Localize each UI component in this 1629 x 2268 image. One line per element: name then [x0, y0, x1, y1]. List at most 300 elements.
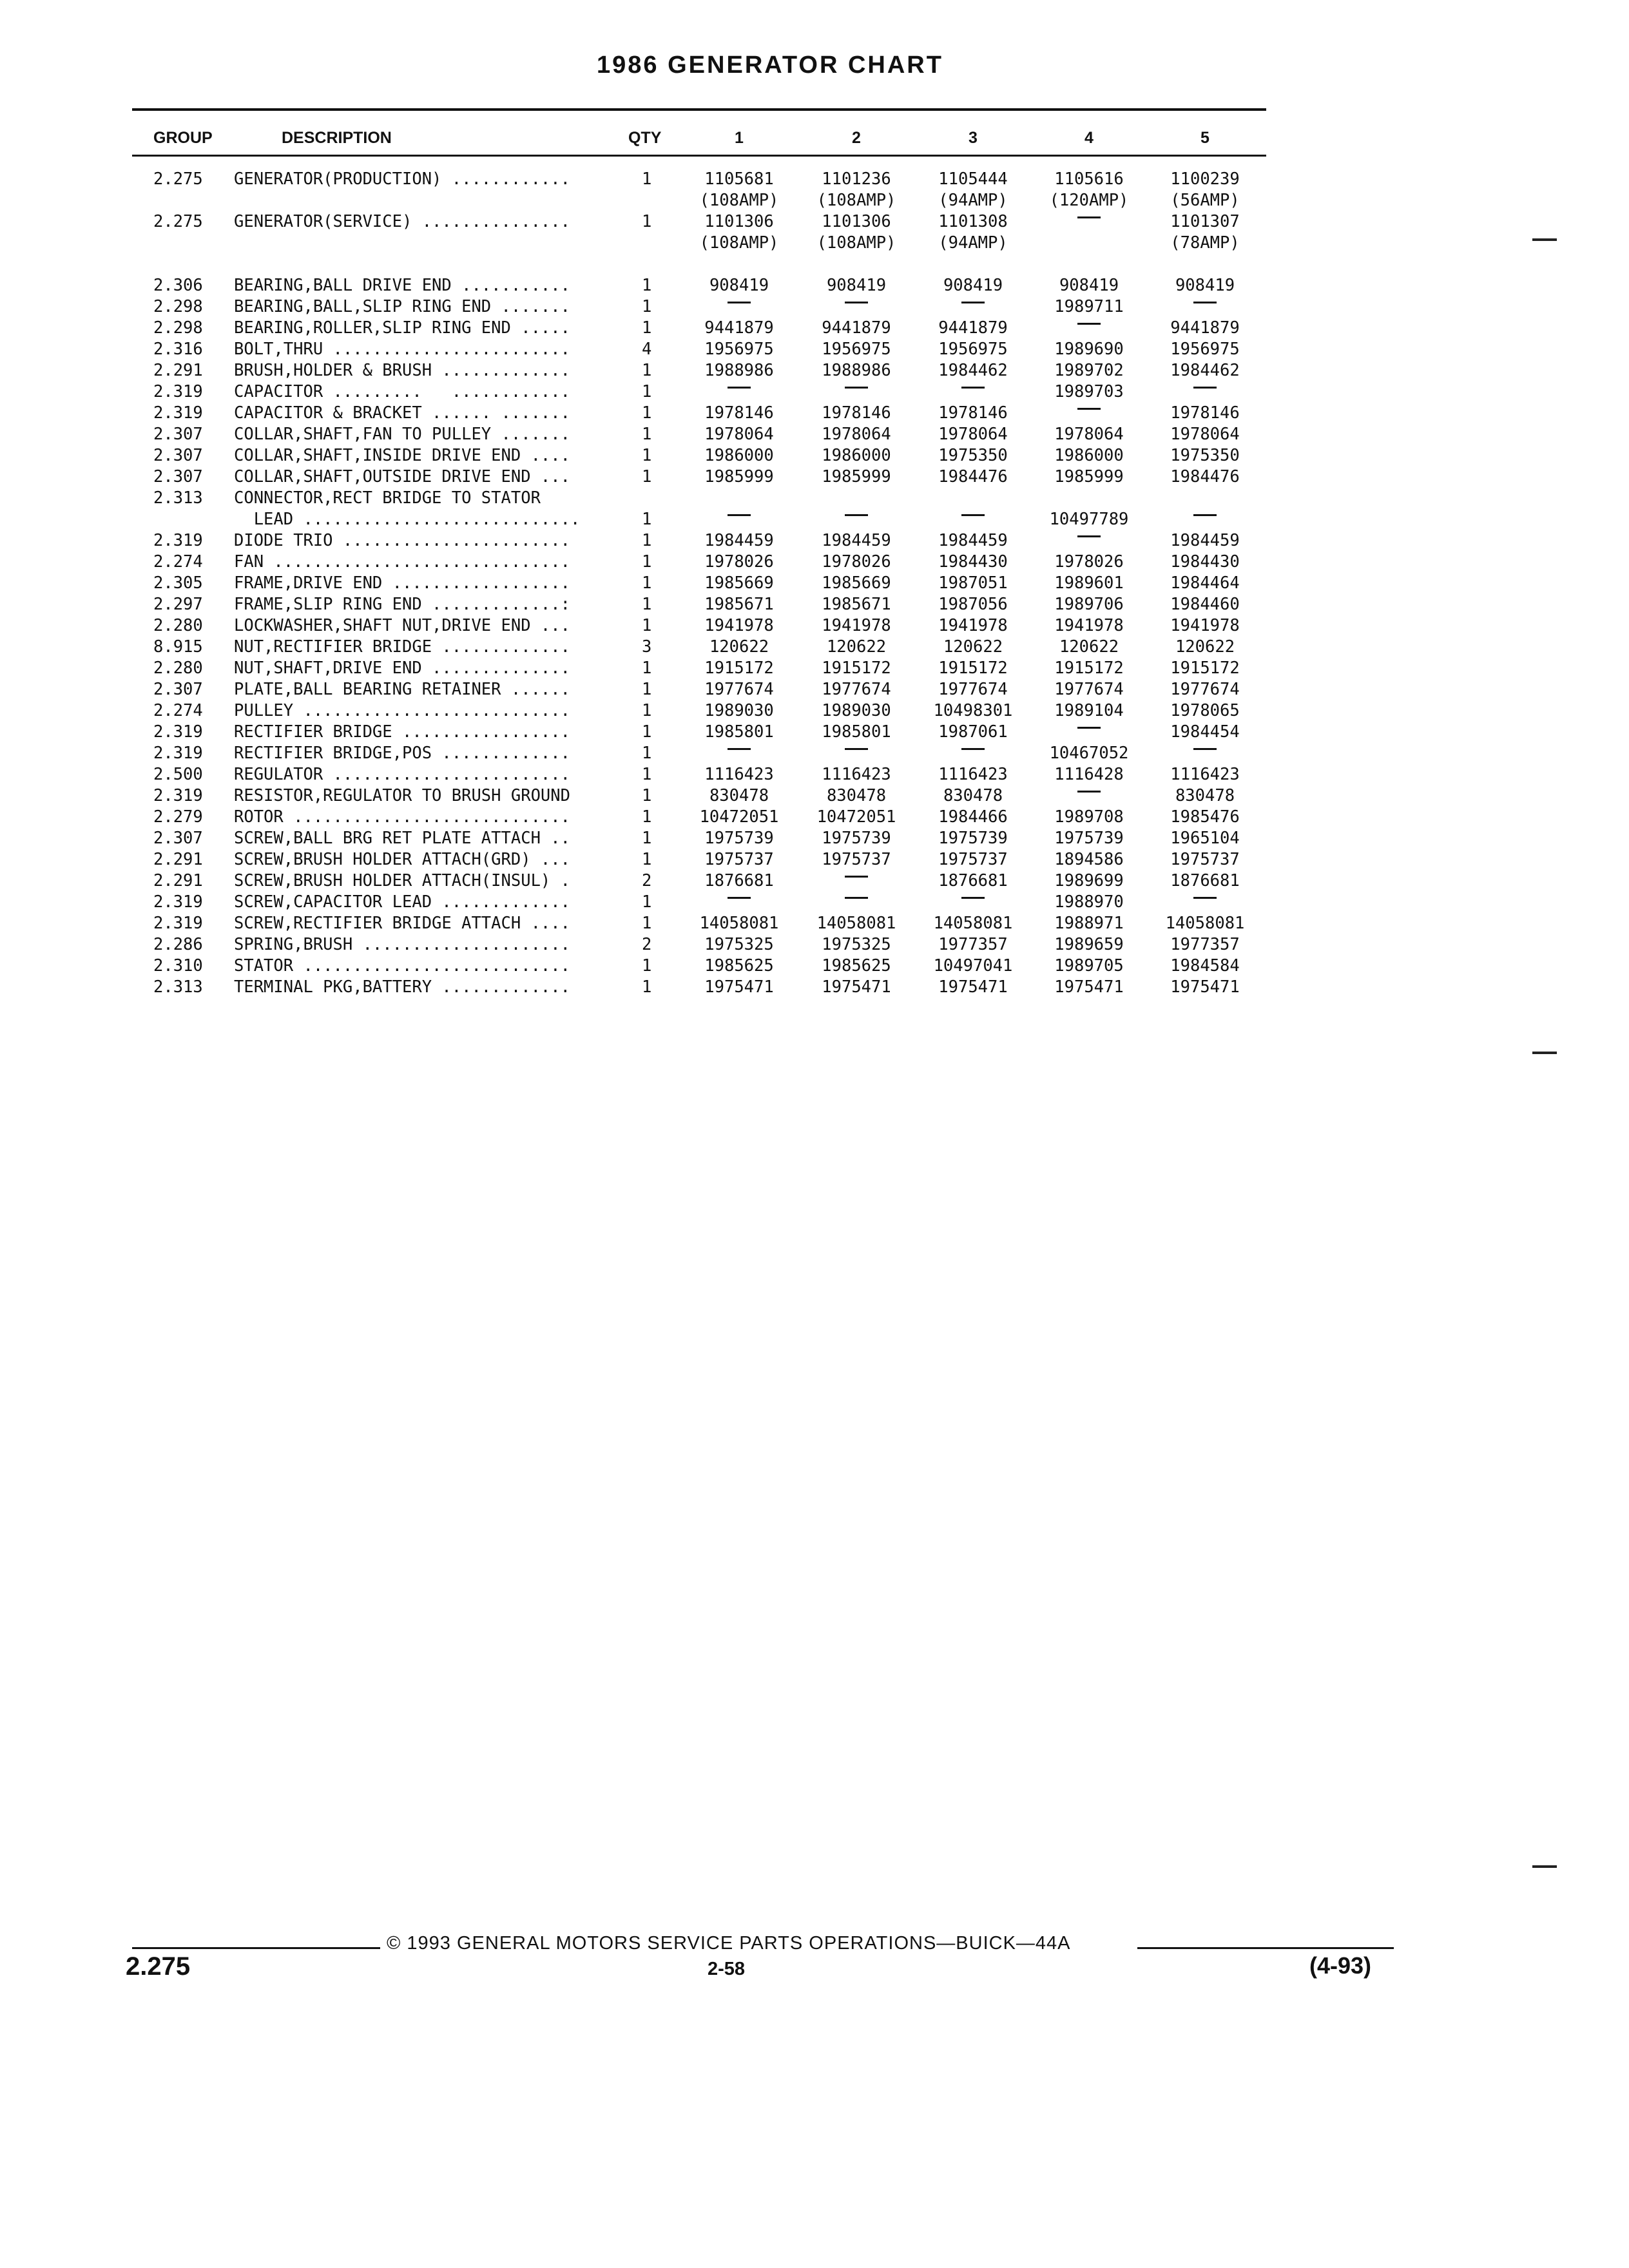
not-applicable-dash	[728, 897, 751, 899]
part-number-cell: 1894586	[1054, 850, 1124, 869]
part-number-cell: 1985671	[822, 595, 891, 614]
description-cell: BEARING,ROLLER,SLIP RING END .....	[234, 318, 570, 338]
part-number-cell: 1988986	[704, 361, 774, 380]
part-number-cell	[798, 509, 914, 530]
part-number-cell: 14058081	[1165, 914, 1245, 933]
part-number-cell: 1989601	[1054, 573, 1124, 593]
part-number-cell: 1989703	[1054, 382, 1124, 401]
part-number-cell: 1975325	[704, 935, 774, 954]
part-number-cell: 120622	[709, 637, 769, 657]
header-col-2: 2	[852, 129, 861, 147]
description-cell: SCREW,BRUSH HOLDER ATTACH(INSUL) .	[234, 871, 570, 890]
part-number-cell: 1985669	[704, 573, 774, 593]
description-cell: BRUSH,HOLDER & BRUSH .............	[234, 361, 570, 380]
part-number-cell: 120622	[1059, 637, 1119, 657]
part-number-cell: 1977674	[822, 680, 891, 699]
qty-cell: 1	[642, 531, 652, 550]
part-number-cell: 10498301	[933, 701, 1013, 720]
part-number-cell: 1941978	[1054, 616, 1124, 635]
part-number-cell: 1975471	[938, 977, 1008, 997]
part-number-cell: 1984459	[822, 531, 891, 550]
part-number-cell: 1978026	[1054, 552, 1124, 572]
not-applicable-dash	[1193, 387, 1217, 389]
part-number-cell: 1975739	[704, 829, 774, 848]
part-number-cell: 1984466	[938, 807, 1008, 827]
qty-cell: 1	[642, 212, 652, 231]
part-number-cell	[915, 743, 1031, 764]
part-number-cell	[681, 381, 797, 403]
part-number-cell: 1941978	[938, 616, 1008, 635]
part-number-cell: 1975350	[938, 446, 1008, 465]
part-number-cell: (56AMP)	[1170, 191, 1240, 210]
not-applicable-dash	[845, 748, 868, 750]
qty-cell: 1	[642, 977, 652, 997]
part-number-cell: 1986000	[1054, 446, 1124, 465]
part-number-cell: 1987056	[938, 595, 1008, 614]
part-number-cell: 1985669	[822, 573, 891, 593]
group-cell: 2.274	[153, 701, 203, 720]
part-number-cell: 1984459	[704, 531, 774, 550]
qty-cell: 1	[642, 722, 652, 742]
part-number-cell	[915, 509, 1031, 530]
part-number-cell	[798, 743, 914, 764]
qty-cell: 1	[642, 744, 652, 763]
group-cell: 2.305	[153, 573, 203, 593]
part-number-cell: 1941978	[822, 616, 891, 635]
part-number-cell	[798, 870, 914, 892]
description-cell: LOCKWASHER,SHAFT NUT,DRIVE END ...	[234, 616, 570, 635]
part-number-cell: 1985671	[704, 595, 774, 614]
qty-cell: 1	[642, 829, 652, 848]
part-number-cell: 1989702	[1054, 361, 1124, 380]
description-cell: DIODE TRIO .......................	[234, 531, 570, 550]
part-number-cell: 1984430	[1170, 552, 1240, 572]
part-number-cell: 1105444	[938, 169, 1008, 189]
not-applicable-dash	[728, 302, 751, 303]
part-number-cell: (120AMP)	[1049, 191, 1129, 210]
description-cell: PLATE,BALL BEARING RETAINER ......	[234, 680, 570, 699]
part-number-cell: (78AMP)	[1170, 233, 1240, 253]
part-number-cell	[915, 381, 1031, 403]
description-cell: SPRING,BRUSH .....................	[234, 935, 570, 954]
part-number-cell: 1100239	[1170, 169, 1240, 189]
part-number-cell: 1915172	[1170, 658, 1240, 678]
part-number-cell	[1031, 403, 1147, 424]
part-number-cell: 1978065	[1170, 701, 1240, 720]
part-number-cell: 1105681	[704, 169, 774, 189]
group-cell: 2.319	[153, 744, 203, 763]
part-number-cell: 1977357	[1170, 935, 1240, 954]
group-cell: 2.307	[153, 680, 203, 699]
part-number-cell: 1975350	[1170, 446, 1240, 465]
description-cell: FRAME,SLIP RING END .............:	[234, 595, 570, 614]
group-cell: 2.279	[153, 807, 203, 827]
part-number-cell	[1031, 318, 1147, 339]
qty-cell: 1	[642, 552, 652, 572]
part-number-cell: 1876681	[1170, 871, 1240, 890]
qty-cell: 1	[642, 701, 652, 720]
part-number-cell: 1876681	[704, 871, 774, 890]
part-number-cell: 1988986	[822, 361, 891, 380]
qty-cell: 4	[642, 340, 652, 359]
part-number-cell: 1978146	[938, 403, 1008, 423]
group-cell: 2.316	[153, 340, 203, 359]
part-number-cell: 908419	[826, 276, 887, 295]
part-number-cell: 1915172	[704, 658, 774, 678]
description-cell: CAPACITOR ......... ............	[234, 382, 570, 401]
group-cell: 2.274	[153, 552, 203, 572]
not-applicable-dash	[1077, 216, 1101, 218]
part-number-cell: 1978064	[704, 425, 774, 444]
group-cell: 2.307	[153, 425, 203, 444]
margin-mark	[1532, 238, 1557, 241]
footer-copyright: © 1993 GENERAL MOTORS SERVICE PARTS OPERATIONS—BUICK—44A	[387, 1933, 1071, 1954]
part-number-cell: 1975739	[1054, 829, 1124, 848]
group-cell: 2.297	[153, 595, 203, 614]
part-number-cell: 1985801	[704, 722, 774, 742]
group-cell: 2.319	[153, 786, 203, 805]
part-number-cell: 1989659	[1054, 935, 1124, 954]
group-cell: 2.286	[153, 935, 203, 954]
part-number-cell: 1975737	[704, 850, 774, 869]
not-applicable-dash	[845, 876, 868, 878]
part-number-cell: 1941978	[704, 616, 774, 635]
qty-cell: 1	[642, 361, 652, 380]
part-number-cell: 1101307	[1170, 212, 1240, 231]
description-cell: NUT,SHAFT,DRIVE END ..............	[234, 658, 570, 678]
header-description: DESCRIPTION	[282, 129, 392, 147]
description-cell: NUT,RECTIFIER BRIDGE .............	[234, 637, 570, 657]
part-number-cell	[915, 296, 1031, 318]
description-cell: TERMINAL PKG,BATTERY .............	[234, 977, 570, 997]
part-number-cell: 1978026	[704, 552, 774, 572]
group-cell: 2.313	[153, 488, 203, 508]
part-number-cell: 120622	[826, 637, 887, 657]
part-number-cell: 1977674	[1054, 680, 1124, 699]
qty-cell: 1	[642, 510, 652, 529]
description-cell: BEARING,BALL,SLIP RING END .......	[234, 297, 570, 316]
part-number-cell: 1989690	[1054, 340, 1124, 359]
group-cell: 2.319	[153, 403, 203, 423]
not-applicable-dash	[961, 897, 985, 899]
qty-cell: 1	[642, 467, 652, 486]
footer-page-number: 2-58	[708, 1959, 746, 1979]
group-cell: 2.291	[153, 871, 203, 890]
part-number-cell	[798, 381, 914, 403]
part-number-cell: 9441879	[938, 318, 1008, 338]
group-cell: 2.319	[153, 382, 203, 401]
description-cell: PULLEY ...........................	[234, 701, 570, 720]
part-number-cell: 10497041	[933, 956, 1013, 975]
not-applicable-dash	[1077, 727, 1101, 729]
part-number-cell: 1978064	[1170, 425, 1240, 444]
not-applicable-dash	[845, 387, 868, 389]
part-number-cell	[681, 892, 797, 913]
not-applicable-dash	[845, 897, 868, 899]
description-cell: RECTIFIER BRIDGE,POS .............	[234, 744, 570, 763]
part-number-cell: 1978146	[1170, 403, 1240, 423]
part-number-cell: 1975737	[938, 850, 1008, 869]
part-number-cell	[1147, 381, 1263, 403]
description-cell: REGULATOR ........................	[234, 765, 570, 784]
part-number-cell: 1985801	[822, 722, 891, 742]
part-number-cell: 1984454	[1170, 722, 1240, 742]
part-number-cell: 120622	[1175, 637, 1235, 657]
part-number-cell: 1984464	[1170, 573, 1240, 593]
header-col-4: 4	[1084, 129, 1094, 147]
part-number-cell: 1116428	[1054, 765, 1124, 784]
part-number-cell: 1984476	[1170, 467, 1240, 486]
part-number-cell: 1978064	[938, 425, 1008, 444]
part-number-cell: 1941978	[1170, 616, 1240, 635]
page-title: 1986 GENERATOR CHART	[597, 52, 943, 79]
qty-cell: 1	[642, 892, 652, 912]
part-number-cell: 1984430	[938, 552, 1008, 572]
part-number-cell: 830478	[826, 786, 887, 805]
qty-cell: 1	[642, 276, 652, 295]
qty-cell: 2	[642, 935, 652, 954]
part-number-cell: 1975737	[1170, 850, 1240, 869]
part-number-cell: 1984476	[938, 467, 1008, 486]
part-number-cell	[798, 892, 914, 913]
not-applicable-dash	[1193, 302, 1217, 303]
part-number-cell: 1915172	[938, 658, 1008, 678]
top-rule	[132, 108, 1266, 111]
qty-cell: 1	[642, 297, 652, 316]
group-cell: 2.275	[153, 169, 203, 189]
qty-cell: 1	[642, 914, 652, 933]
group-cell: 2.319	[153, 914, 203, 933]
qty-cell: 1	[642, 658, 652, 678]
group-cell: 2.291	[153, 850, 203, 869]
part-number-cell: 1116423	[704, 765, 774, 784]
description-cell: RECTIFIER BRIDGE .................	[234, 722, 570, 742]
description-cell: BOLT,THRU ........................	[234, 340, 570, 359]
part-number-cell	[1031, 530, 1147, 552]
part-number-cell: 1986000	[822, 446, 891, 465]
not-applicable-dash	[728, 748, 751, 750]
part-number-cell: 1977357	[938, 935, 1008, 954]
qty-cell: 1	[642, 786, 652, 805]
part-number-cell: 1101236	[822, 169, 891, 189]
part-number-cell: (108AMP)	[816, 233, 896, 253]
part-number-cell: 1977674	[938, 680, 1008, 699]
group-cell: 2.319	[153, 722, 203, 742]
part-number-cell: 1978026	[822, 552, 891, 572]
part-number-cell: 1975471	[1054, 977, 1124, 997]
qty-cell: 1	[642, 573, 652, 593]
part-number-cell	[1147, 296, 1263, 318]
part-number-cell: (94AMP)	[938, 191, 1008, 210]
header-qty: QTY	[628, 129, 662, 147]
description-cell: COLLAR,SHAFT,FAN TO PULLEY .......	[234, 425, 570, 444]
not-applicable-dash	[961, 387, 985, 389]
group-cell: 2.313	[153, 977, 203, 997]
qty-cell: 1	[642, 446, 652, 465]
part-number-cell	[681, 296, 797, 318]
description-cell: SCREW,CAPACITOR LEAD .............	[234, 892, 570, 912]
part-number-cell: 1989030	[704, 701, 774, 720]
part-number-cell: 1975471	[1170, 977, 1240, 997]
part-number-cell: 1977674	[1170, 680, 1240, 699]
part-number-cell: 1989030	[822, 701, 891, 720]
part-number-cell: 1116423	[822, 765, 891, 784]
part-number-cell: 830478	[1175, 786, 1235, 805]
margin-mark	[1532, 1865, 1557, 1868]
part-number-cell: (108AMP)	[816, 191, 896, 210]
qty-cell: 1	[642, 425, 652, 444]
description-cell: SCREW,RECTIFIER BRIDGE ATTACH ....	[234, 914, 570, 933]
qty-cell: 1	[642, 616, 652, 635]
part-number-cell: 1985999	[822, 467, 891, 486]
part-number-cell: 830478	[709, 786, 769, 805]
part-number-cell: 1989705	[1054, 956, 1124, 975]
part-number-cell: 830478	[943, 786, 1003, 805]
part-number-cell: 1984462	[938, 361, 1008, 380]
qty-cell: 1	[642, 318, 652, 338]
part-number-cell: 1116423	[938, 765, 1008, 784]
part-number-cell	[1031, 785, 1147, 807]
description-cell: GENERATOR(PRODUCTION) ............	[234, 169, 570, 189]
not-applicable-dash	[1077, 535, 1101, 537]
footer-group-number: 2.275	[126, 1952, 191, 1981]
part-number-cell: 1984460	[1170, 595, 1240, 614]
part-number-cell: 1984459	[1170, 531, 1240, 550]
part-number-cell: 1915172	[1054, 658, 1124, 678]
part-number-cell: 1988970	[1054, 892, 1124, 912]
part-number-cell: 1989699	[1054, 871, 1124, 890]
part-number-cell: 908419	[1175, 276, 1235, 295]
part-number-cell: 1985625	[822, 956, 891, 975]
footer-rule-left	[132, 1947, 380, 1949]
part-number-cell: 14058081	[933, 914, 1013, 933]
not-applicable-dash	[1193, 514, 1217, 516]
header-group: GROUP	[153, 129, 213, 147]
part-number-cell: 1985999	[704, 467, 774, 486]
part-number-cell: (108AMP)	[699, 233, 779, 253]
description-cell: COLLAR,SHAFT,OUTSIDE DRIVE END ...	[234, 467, 570, 486]
description-cell: BEARING,BALL DRIVE END ...........	[234, 276, 570, 295]
part-number-cell: 1985999	[1054, 467, 1124, 486]
description-cell: SCREW,BALL BRG RET PLATE ATTACH ..	[234, 829, 570, 848]
part-number-cell: 10497789	[1049, 510, 1129, 529]
qty-cell: 1	[642, 403, 652, 423]
qty-cell: 1	[642, 382, 652, 401]
group-cell: 2.280	[153, 616, 203, 635]
part-number-cell: 9441879	[704, 318, 774, 338]
not-applicable-dash	[961, 302, 985, 303]
not-applicable-dash	[728, 387, 751, 389]
part-number-cell: 1876681	[938, 871, 1008, 890]
part-number-cell: 908419	[943, 276, 1003, 295]
part-number-cell: 1978146	[704, 403, 774, 423]
not-applicable-dash	[961, 514, 985, 516]
part-number-cell: 1975471	[822, 977, 891, 997]
part-number-cell: 1965104	[1170, 829, 1240, 848]
part-number-cell: 1101308	[938, 212, 1008, 231]
not-applicable-dash	[1077, 323, 1101, 325]
part-number-cell: 1989706	[1054, 595, 1124, 614]
part-number-cell	[1147, 892, 1263, 913]
not-applicable-dash	[1193, 748, 1217, 750]
description-cell: STATOR ...........................	[234, 956, 570, 975]
header-col-3: 3	[969, 129, 978, 147]
not-applicable-dash	[961, 748, 985, 750]
part-number-cell: 1956975	[1170, 340, 1240, 359]
part-number-cell	[1031, 211, 1147, 233]
qty-cell: 3	[642, 637, 652, 657]
part-number-cell	[1031, 722, 1147, 743]
group-cell: 2.275	[153, 212, 203, 231]
part-number-cell: 1975325	[822, 935, 891, 954]
part-number-cell	[1147, 743, 1263, 764]
part-number-cell: 1975739	[938, 829, 1008, 848]
part-number-cell: 1956975	[704, 340, 774, 359]
part-number-cell: 1101306	[822, 212, 891, 231]
part-number-cell: 1915172	[822, 658, 891, 678]
part-number-cell: 1985625	[704, 956, 774, 975]
part-number-cell: 1987051	[938, 573, 1008, 593]
group-cell: 2.280	[153, 658, 203, 678]
not-applicable-dash	[845, 302, 868, 303]
part-number-cell	[798, 296, 914, 318]
group-cell: 8.915	[153, 637, 203, 657]
qty-cell: 1	[642, 956, 652, 975]
part-number-cell: 14058081	[699, 914, 779, 933]
description-cell: CONNECTOR,RECT BRIDGE TO STATOR	[234, 488, 541, 508]
part-number-cell: 1101306	[704, 212, 774, 231]
part-number-cell: 1956975	[938, 340, 1008, 359]
part-number-cell	[681, 743, 797, 764]
part-number-cell: 1975737	[822, 850, 891, 869]
group-cell: 2.319	[153, 531, 203, 550]
part-number-cell: 1984459	[938, 531, 1008, 550]
part-number-cell: 1978146	[822, 403, 891, 423]
part-number-cell: 1984584	[1170, 956, 1240, 975]
part-number-cell: 908419	[709, 276, 769, 295]
group-cell: 2.319	[153, 892, 203, 912]
part-number-cell: 1105616	[1054, 169, 1124, 189]
part-number-cell: 1977674	[704, 680, 774, 699]
margin-mark	[1532, 1052, 1557, 1054]
qty-cell: 1	[642, 680, 652, 699]
part-number-cell: 14058081	[816, 914, 896, 933]
part-number-cell: 1989104	[1054, 701, 1124, 720]
description-cell: FAN ..............................	[234, 552, 570, 572]
description-cell: SCREW,BRUSH HOLDER ATTACH(GRD) ...	[234, 850, 570, 869]
part-number-cell: (94AMP)	[938, 233, 1008, 253]
part-number-cell: 1975471	[704, 977, 774, 997]
part-number-cell	[915, 892, 1031, 913]
part-number-cell	[1147, 509, 1263, 530]
part-number-cell: 1986000	[704, 446, 774, 465]
part-number-cell: 1984462	[1170, 361, 1240, 380]
header-col-5: 5	[1200, 129, 1210, 147]
footer-date: (4-93)	[1309, 1952, 1372, 1979]
footer-rule-right	[1137, 1947, 1394, 1949]
qty-cell: 1	[642, 595, 652, 614]
group-cell: 2.307	[153, 446, 203, 465]
header-col-1: 1	[735, 129, 744, 147]
qty-cell: 2	[642, 871, 652, 890]
not-applicable-dash	[845, 514, 868, 516]
qty-cell: 1	[642, 765, 652, 784]
part-number-cell: 10472051	[699, 807, 779, 827]
part-number-cell: 1978064	[822, 425, 891, 444]
description-cell: LEAD ............................	[234, 510, 581, 529]
part-number-cell: (108AMP)	[699, 191, 779, 210]
part-number-cell: 908419	[1059, 276, 1119, 295]
